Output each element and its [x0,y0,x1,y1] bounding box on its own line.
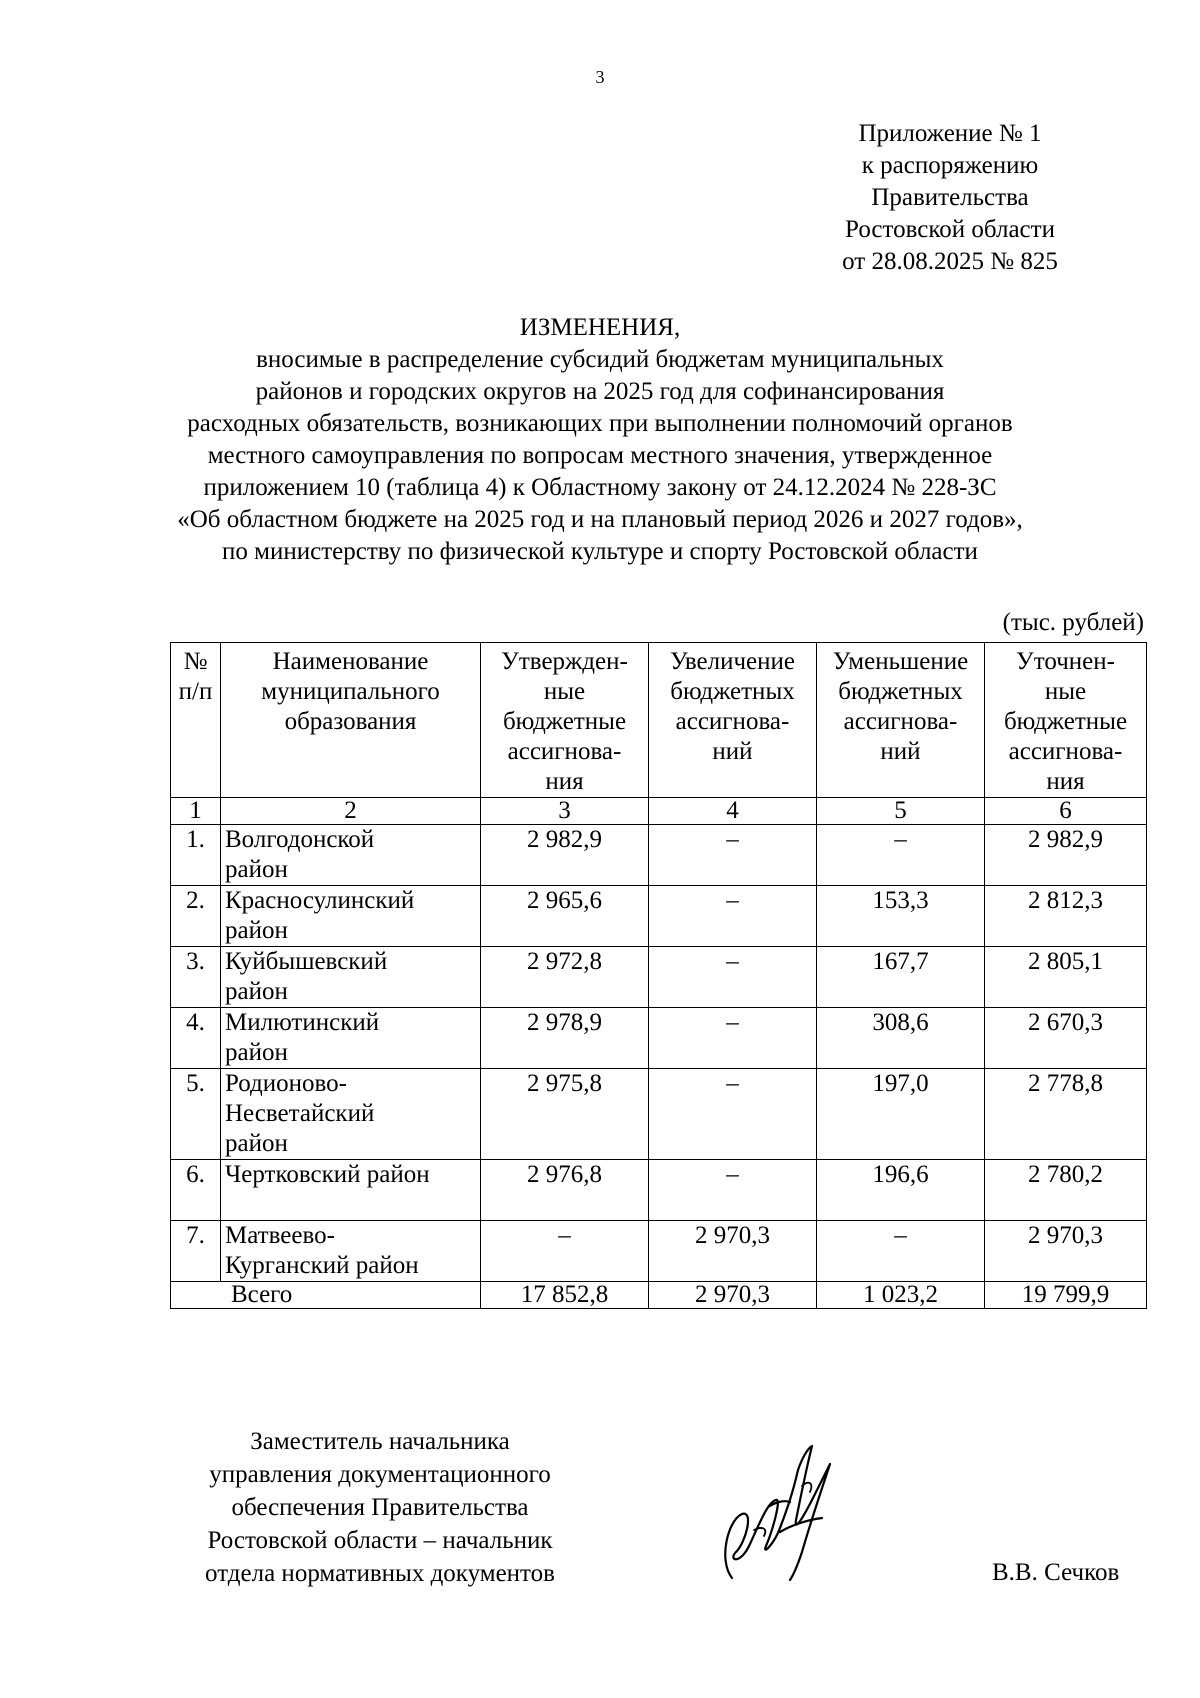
value-approved: 2 972,8 [481,947,649,1008]
document-title [0,312,1200,568]
column-header-line: Уточнен- [1016,648,1115,675]
page-number: 3 [595,67,605,87]
column-header-line: ассигнова- [507,738,622,765]
municipality-name-line: Курганский район [225,1252,419,1279]
column-header-line: бюджетных [838,678,963,705]
column-header [481,643,649,798]
appendix-line: от 28.08.2025 № 825 [842,248,1058,275]
table-row [171,1221,1147,1282]
municipality-name-line: Волгодонской [225,826,375,853]
appendix-line: к распоряжению [861,152,1039,179]
municipality-name [221,825,481,886]
value-revised: 2 812,3 [985,886,1147,947]
signatory-position [170,1425,590,1590]
column-number: 4 [649,798,817,825]
value-approved: 2 976,8 [481,1160,649,1221]
municipality-name [221,1069,481,1160]
municipality-name [221,1008,481,1069]
column-header [221,643,481,798]
signatory-name: В.В. Сечков [992,1559,1120,1586]
value-approved: 2 978,9 [481,1008,649,1069]
municipality-name-line [225,1190,474,1220]
municipality-name-line: район [225,917,288,944]
column-header-line: бюджетных [670,678,795,705]
value-revised: 2 805,1 [985,947,1147,1008]
title-line: районов и городских округов на 2025 год для софинансирования [255,378,945,405]
column-header-line: ний [712,738,753,765]
municipality-name-line: Милютинский [225,1009,380,1036]
value-revised: 2 982,9 [985,825,1147,886]
value-decrease: 197,0 [817,1069,985,1160]
title-line: вносимые в распределение субсидий бюджетам муниципальных [256,346,944,373]
total-decrease: 1 023,2 [817,1282,985,1309]
value-decrease: – [817,825,985,886]
column-header-line: Наименование [272,648,429,675]
row-number: 3. [171,947,221,1008]
value-decrease: 308,6 [817,1008,985,1069]
municipality-name-line: район [225,856,288,883]
column-header-line: Утвержден- [501,648,628,675]
value-increase: – [649,1008,817,1069]
value-increase: – [649,886,817,947]
position-line: обеспечения Правительства [231,1494,529,1521]
total-label: Всего [171,1282,481,1309]
value-increase: – [649,1069,817,1160]
units-note: (тыс. рублей) [1002,609,1144,636]
column-header [171,643,221,798]
municipality-name-line: Несветайский [225,1100,375,1127]
municipality-name [221,886,481,947]
row-number: 1. [171,825,221,886]
value-decrease: 196,6 [817,1160,985,1221]
municipality-name [221,947,481,1008]
position-line: Заместитель начальника [250,1428,510,1455]
table-row [171,1069,1147,1160]
column-header-line: муниципального [261,678,440,705]
total-revised: 19 799,9 [985,1282,1147,1309]
column-header-line: бюджетные [502,708,627,735]
table-row [171,886,1147,947]
column-header-line: ассигнова- [675,708,790,735]
title-line: «Об областном бюджете на 2025 год и на плановый период 2026 и 2027 годов», [177,506,1023,533]
row-number: 5. [171,1069,221,1160]
column-header-line: образования [284,708,417,735]
column-header-line: ассигнова- [843,708,958,735]
appendix-line: Правительства [871,184,1029,211]
value-approved: 2 975,8 [481,1069,649,1160]
total-row [171,1282,1147,1309]
table-row [171,825,1147,886]
column-header [985,643,1147,798]
value-decrease: 167,7 [817,947,985,1008]
value-increase: – [649,947,817,1008]
column-header-line: бюджетные [1003,708,1128,735]
table-row [171,1008,1147,1069]
municipality-name [221,1160,481,1221]
column-header-line: ные [543,678,586,705]
value-approved: 2 965,6 [481,886,649,947]
value-approved: – [481,1221,649,1282]
title-line: расходных обязательств, возникающих при выполнении полномочий органов [187,410,1013,437]
municipality-name-line: Родионово- [225,1070,347,1097]
appendix-line: Ростовской области [845,216,1055,243]
value-revised: 2 780,2 [985,1160,1147,1221]
total-approved: 17 852,8 [481,1282,649,1309]
value-revised: 2 778,8 [985,1069,1147,1160]
column-header-line: ния [545,768,584,795]
municipality-name [221,1221,481,1282]
title-heading: ИЗМЕНЕНИЯ, [519,314,681,341]
value-decrease: – [817,1221,985,1282]
table-header-row [171,643,1147,798]
title-line: местного самоуправления по вопросам местного значения, утвержденное [207,442,993,469]
column-header [817,643,985,798]
budget-table [170,642,1147,1309]
row-number: 6. [171,1160,221,1221]
column-header-line: ассигнова- [1008,738,1123,765]
title-line: приложением 10 (таблица 4) к Областному закону от 24.12.2024 № 228-ЗС [203,474,997,501]
column-number: 2 [221,798,481,825]
value-decrease: 153,3 [817,886,985,947]
column-number-row [171,798,1147,825]
municipality-name-line: район [225,1130,288,1157]
row-number: 2. [171,886,221,947]
row-number: 7. [171,1221,221,1282]
municipality-name-line: Красносулинский [225,887,415,914]
column-header-line: Увеличение [669,648,795,675]
value-increase: – [649,1160,817,1221]
column-number: 5 [817,798,985,825]
value-revised: 2 970,3 [985,1221,1147,1282]
municipality-name-line: район [225,978,288,1005]
column-number: 1 [171,798,221,825]
appendix-reference [785,118,1115,278]
municipality-name-line: Куйбышевский [225,948,388,975]
position-line: управления документационного [209,1461,551,1488]
column-number: 6 [985,798,1147,825]
value-revised: 2 670,3 [985,1008,1147,1069]
row-number: 4. [171,1008,221,1069]
column-header-line: № [183,648,208,675]
total-increase: 2 970,3 [649,1282,817,1309]
column-header-line: ний [880,738,921,765]
municipality-name-line: район [225,1039,288,1066]
table-row [171,947,1147,1008]
column-header [649,643,817,798]
municipality-name-line: Чертковский район [225,1161,430,1188]
column-header-line: ния [1046,768,1085,795]
value-increase: – [649,825,817,886]
column-number: 3 [481,798,649,825]
table-row [171,1160,1147,1221]
column-header-line: Уменьшение [832,648,969,675]
position-line: отдела нормативных документов [205,1560,555,1587]
title-line: по министерству по физической культуре и спорту Ростовской области [222,538,978,565]
column-header-line: ные [1044,678,1087,705]
column-header-line: п/п [178,678,213,705]
value-increase: 2 970,3 [649,1221,817,1282]
municipality-name-line: Матвеево- [225,1222,335,1249]
appendix-line: Приложение № 1 [858,120,1042,147]
position-line: Ростовской области – начальник [207,1527,553,1554]
value-approved: 2 982,9 [481,825,649,886]
handwritten-signature [710,1440,840,1590]
